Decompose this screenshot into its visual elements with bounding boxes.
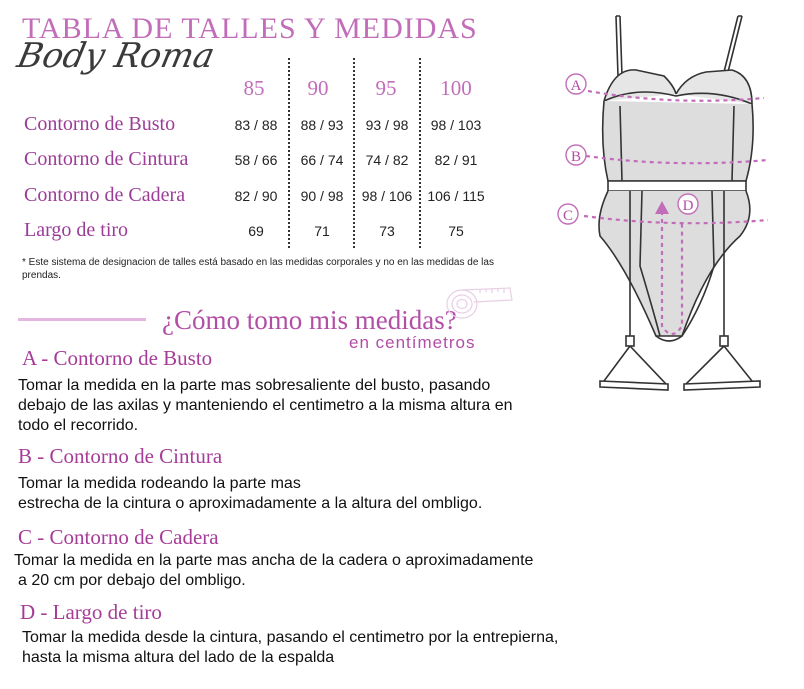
section-a-text [18, 376, 513, 436]
marker-d: D [682, 198, 694, 214]
table-cell: 69 [248, 223, 264, 239]
table-cell: 88 / 93 [300, 117, 344, 133]
row-label-cadera: Contorno de Cadera [24, 184, 186, 206]
section-d-heading: D - Largo de tiro [20, 600, 162, 624]
table-cell: 74 / 82 [365, 152, 409, 168]
table-cell: 73 [379, 223, 395, 239]
sizing-note: * Este sistema de designacion de talles está basado en las medidas corporales y no en las medidas de las prendas. [22, 257, 494, 281]
marker-c: C [562, 208, 574, 224]
marker-b: B [570, 149, 582, 165]
text-line: Tomar la medida en la parte mas ancha de la cadera o aproximadamente [14, 552, 534, 569]
measuring-tape-icon [440, 284, 520, 324]
table-cell: 93 / 98 [365, 117, 409, 133]
table-cell: 90 / 98 [300, 188, 344, 204]
row-label-tiro: Largo de tiro [24, 219, 129, 241]
table-cell: 98 / 106 [361, 188, 413, 204]
table-cell: 82 / 91 [434, 152, 478, 168]
size-100-header: 100 [440, 76, 472, 100]
section-b-text [18, 474, 482, 514]
text-line: hasta la misma altura del lado de la espalda [22, 649, 335, 666]
column-divider [419, 58, 421, 248]
table-cell: 58 / 66 [234, 152, 278, 168]
table-cell: 98 / 103 [430, 117, 482, 133]
table-cell: 66 / 74 [300, 152, 344, 168]
text-line: debajo de las axilas y manteniendo el centimetro a la misma altura en [18, 397, 513, 414]
marker-a: A [570, 78, 582, 94]
text-line: Tomar la medida desde la cintura, pasando el centimetro por la entrepierna, [22, 629, 559, 646]
table-cell: 75 [448, 223, 464, 239]
table-cell: 82 / 90 [234, 188, 278, 204]
how-to-title: ¿Cómo tomo mis medidas? [162, 305, 457, 335]
table-cell: 106 / 115 [427, 188, 485, 204]
page-title: TABLA DE TALLES Y MEDIDAS [22, 12, 478, 45]
size-85-header: 85 [243, 76, 265, 100]
size-95-header: 95 [375, 76, 397, 100]
bodysuit-illustration [556, 6, 786, 396]
text-line: Tomar la medida rodeando la parte mas [18, 475, 301, 492]
row-label-busto: Contorno de Busto [24, 113, 176, 135]
section-divider [18, 318, 146, 321]
section-c-text [14, 551, 533, 591]
product-name: Body Roma [13, 36, 219, 76]
how-to-subtitle: en centímetros [349, 333, 476, 352]
section-a-heading: A - Contorno de Busto [22, 346, 213, 370]
text-line: todo el recorrido. [18, 417, 139, 434]
table-cell: 83 / 88 [234, 117, 278, 133]
table-cell: 71 [314, 223, 330, 239]
section-b-heading: B - Contorno de Cintura [18, 444, 223, 468]
text-line: Tomar la medida en la parte mas sobresaliente del busto, pasando [18, 377, 491, 394]
row-label-cintura: Contorno de Cintura [24, 148, 189, 170]
section-d-text [22, 628, 558, 668]
text-line: estrecha de la cintura o aproximadamente a la altura del ombligo. [18, 495, 483, 512]
text-line: a 20 cm por debajo del ombligo. [18, 572, 246, 589]
section-c-heading: C - Contorno de Cadera [18, 525, 219, 549]
size-90-header: 90 [307, 76, 329, 100]
